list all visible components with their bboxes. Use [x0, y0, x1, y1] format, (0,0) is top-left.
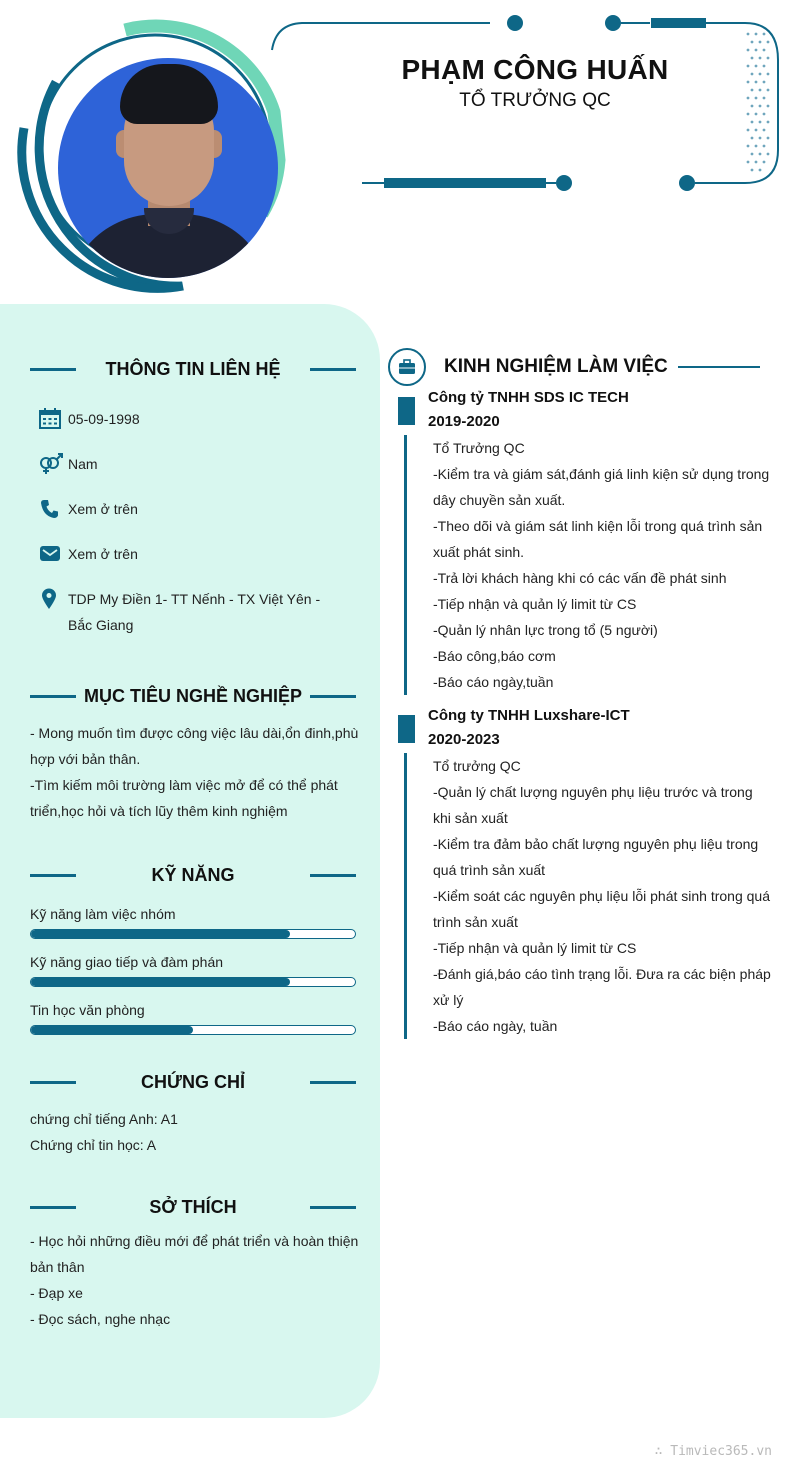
job-line: Tổ Trưởng QC [433, 440, 525, 456]
watermark: ∴ Timviec365.vn [654, 1444, 772, 1459]
certificate-line: chứng chỉ tiếng Anh: A1 [30, 1111, 178, 1127]
job-line: -Quản lý nhân lực trong tổ (5 người) [433, 622, 658, 638]
job-company: Công tỷ TNHH SDS IC TECH [428, 389, 629, 406]
job-line: -Đánh giá,báo cáo tình trạng lỗi. Đưa ra các biện pháp xử lý [433, 966, 771, 1008]
skill-bar-fill [31, 1026, 193, 1034]
job-company: Công ty TNHH Luxshare-ICT [428, 707, 630, 724]
certificates-heading: CHỨNG CHỈ [30, 1069, 356, 1095]
gender-icon [38, 453, 64, 475]
experience-heading: KINH NGHIỆM LÀM VIỆC [388, 348, 760, 386]
job-line: -Trả lời khách hàng khi có các vấn đề phát sinh [433, 570, 727, 586]
skill-bar-fill [31, 930, 290, 938]
contact-gender: Nam [38, 455, 348, 477]
job-line: Tổ trưởng QC [433, 758, 521, 774]
briefcase-icon [388, 348, 426, 386]
job-marker [398, 715, 415, 743]
job-line: -Theo dõi và giám sát linh kiện lỗi trong quá trình sản xuất phát sinh. [433, 518, 763, 560]
hobby-line: - Đọc sách, nghe nhạc [30, 1311, 171, 1327]
job-details [433, 435, 773, 695]
certificates-text [30, 1106, 360, 1158]
skill-bar [30, 977, 356, 987]
job-line: -Kiểm tra và giám sát,đánh giá linh kiện sử dụng trong dây chuyền sản xuất. [433, 466, 770, 508]
phone-icon [38, 498, 64, 520]
job-line: -Kiểm soát các nguyên phụ liệu lỗi phát sinh trong quá trình sản xuất [433, 888, 770, 930]
skill-bar-fill [31, 978, 290, 986]
hobby-line: - Đạp xe [30, 1285, 83, 1301]
job-line: -Báo cáo ngày, tuần [433, 1018, 558, 1034]
certificate-line: Chứng chỉ tin học: A [30, 1137, 157, 1153]
contact-birthday: 05-09-1998 [38, 410, 348, 432]
contact-heading: THÔNG TIN LIÊN HỆ [30, 356, 356, 382]
contact-email: Xem ở trên [38, 545, 348, 567]
avatar [58, 58, 278, 278]
job-line: -Báo công,báo cơm [433, 648, 556, 664]
job-line: -Tiếp nhận và quản lý limit từ CS [433, 940, 637, 956]
skill-label: Tin học văn phòng [30, 1002, 145, 1018]
job-timeline [404, 435, 407, 695]
job-details [433, 753, 773, 1039]
skill-bar [30, 1025, 356, 1035]
objective-line: -Tìm kiếm môi trường làm việc mở để có thể phát triển,học hỏi và tích lũy thêm kinh nghiệm [30, 777, 338, 819]
skill-bar [30, 929, 356, 939]
hobbies-heading: SỞ THÍCH [30, 1194, 356, 1220]
hobby-line: - Học hỏi những điều mới để phát triển và hoàn thiện bản thân [30, 1233, 359, 1275]
avatar-frame [18, 18, 288, 288]
skills-heading: KỸ NĂNG [30, 862, 356, 888]
skill-label: Kỹ năng giao tiếp và đàm phán [30, 954, 224, 970]
job-line: -Tiếp nhận và quản lý limit từ CS [433, 596, 637, 612]
job-line: -Báo cáo ngày,tuần [433, 674, 554, 690]
job-title: TỔ TRƯỞNG QC [459, 90, 611, 111]
location-icon [38, 588, 64, 610]
calendar-icon [38, 408, 64, 430]
email-icon [38, 543, 64, 565]
hobbies-text [30, 1228, 360, 1332]
objective-heading: MỤC TIÊU NGHỀ NGHIỆP [30, 683, 356, 709]
person-name: PHẠM CÔNG HUẤN [401, 54, 669, 85]
contact-address: TDP My Điền 1- TT Nếnh - TX Việt Yên - Bắc Giang [38, 590, 348, 638]
job-timeline [404, 753, 407, 1039]
job-line: -Kiểm tra đảm bảo chất lượng nguyên phụ liệu trong quá trình sản xuất [433, 836, 759, 878]
job-period: 2019-2020 [428, 413, 500, 430]
name-block [380, 54, 690, 112]
objective-line: - Mong muốn tìm được công việc lâu dài,ổn đinh,phù hợp với bản thân. [30, 725, 359, 767]
skill-label: Kỹ năng làm việc nhóm [30, 906, 176, 922]
contact-phone: Xem ở trên [38, 500, 348, 522]
job-marker [398, 397, 415, 425]
job-line: -Quản lý chất lượng nguyên phụ liệu trước và trong khi sản xuất [433, 784, 753, 826]
job-period: 2020-2023 [428, 731, 500, 748]
objective-text [30, 720, 360, 824]
